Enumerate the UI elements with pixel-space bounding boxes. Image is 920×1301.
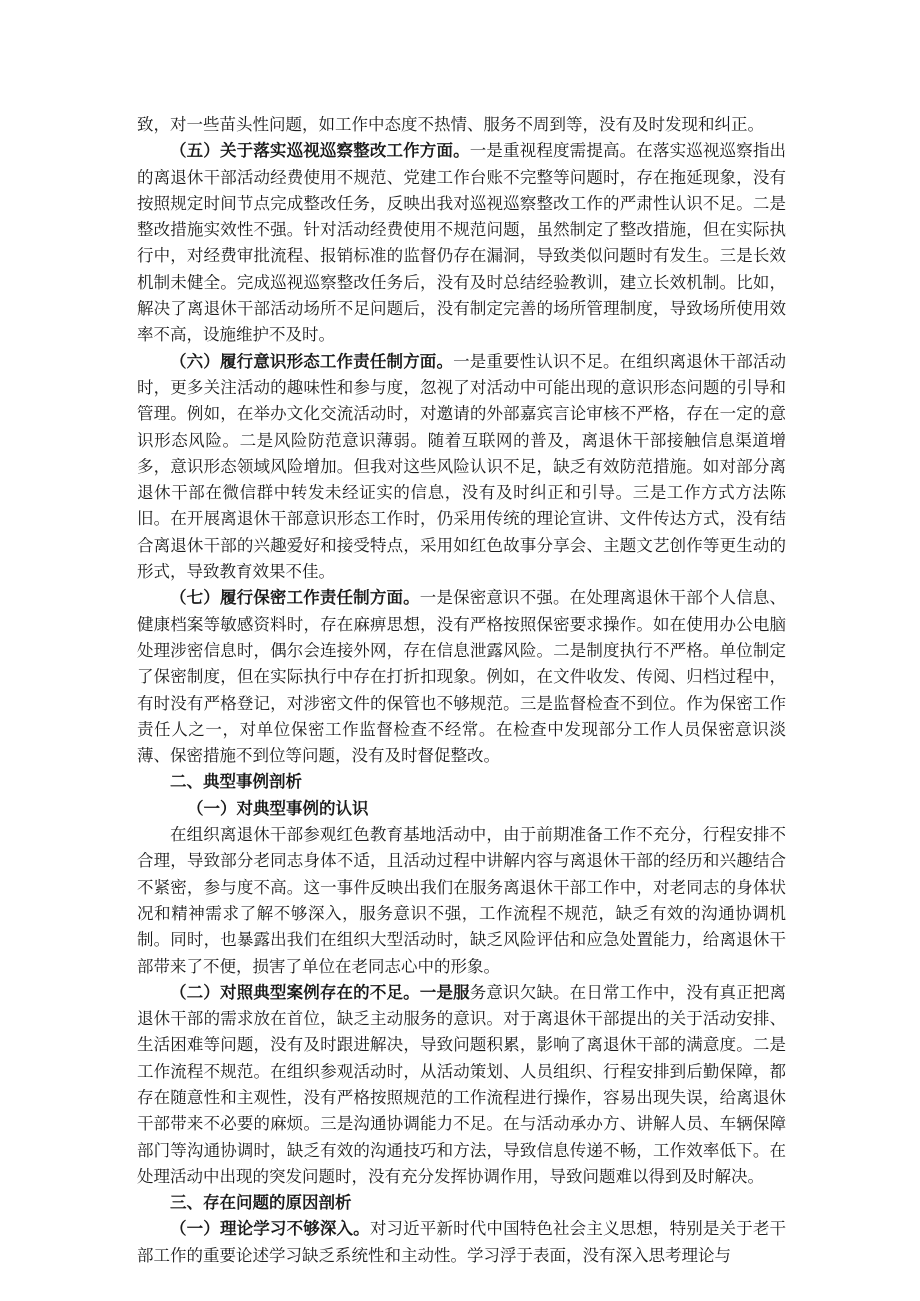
theory-study-heading: （一）理论学习不够深入。 <box>170 1219 370 1239</box>
theory-study-paragraph <box>137 1216 786 1269</box>
typical-case-text: 在组织离退休干部参观红色教育基地活动中，由于前期准备工作不充分，行程安排不合理，导致部分老同志身体不适，且活动过程中讲解内容与离退休干部的经历和兴趣结合不紧密，参与度不高。这一事件反映出我们在服务离退休干部工作中，对老同志的身体状况和精神需求了解不够深入，服务意识不强，工作流程不规范，缺乏有效的沟通协调机制。同时，也暴露出我们在组织大型活动时，缺乏风险评估和应急处置能力，给离退休干部带来了不便，损害了单位在老同志心中的形象。 <box>137 825 786 976</box>
theory-study-text: 对习近平新时代中国特色社会主义思想，特别是关于老干部工作的重要论述学习缺乏系统性和主动性。学习浮于表面，没有深入思考理论与 <box>137 1219 787 1265</box>
heading-typical-case-analysis: 二、典型事例剖析 <box>170 772 302 792</box>
paragraph-continuation <box>137 112 786 138</box>
section-seven-paragraph <box>137 585 786 769</box>
section-five-heading: （五）关于落实巡视巡察整改工作方面。 <box>170 141 470 161</box>
section-seven-heading: （七）履行保密工作责任制方面。 <box>170 588 420 608</box>
shortcomings-paragraph <box>137 980 786 1190</box>
section-six-paragraph <box>137 349 786 586</box>
subheading-understanding-typical-case: （一）对典型事例的认识 <box>187 798 369 818</box>
heading-root-cause-analysis: 三、存在问题的原因剖析 <box>170 1193 352 1213</box>
paragraph-text: 致，对一些苗头性问题，如工作中态度不热情、服务不周到等，没有及时发现和纠正。 <box>137 115 764 134</box>
shortcomings-heading: （二）对照典型案例存在的不足。一是服 <box>170 982 470 1002</box>
section-five-text: 一是重视程度需提高。在落实巡视巡察指出的离退休干部活动经费使用不规范、党建工作台账不完整等问题时，存在拖延现象，没有按照规定时间节点完成整改任务，反映出我对巡视巡察整改工作的严肃性认识不足。二是整改措施实效性不强。针对活动经费使用不规范问题，虽然制定了整改措施，但在实际执行中，对经费审批流程、报销标准的监督仍存在漏洞，导致类似问题时有发生。三是长效机制未健全。完成巡视巡察整改任务后，没有及时总结经验教训，建立长效机制。比如，解决了离退休干部活动场所不足问题后，没有制定完善的场所管理制度，导致场所使用效率不高，设施维护不及时。 <box>137 141 787 345</box>
document-body <box>137 112 786 1269</box>
typical-case-paragraph <box>137 822 786 980</box>
shortcomings-text: 务意识欠缺。在日常工作中，没有真正把离退休干部的需求放在首位，缺乏主动服务的意识。对于离退休干部提出的关于活动安排、生活困难等问题，没有及时跟进解决，导致问题积累，影响了离退休干部的满意度。二是工作流程不规范。在组织参观活动时，从活动策划、人员组织、行程安排到后勤保障，都存在随意性和主观性，没有严格按照规范的工作流程进行操作，容易出现失误，给离退休干部带来不必要的麻烦。三是沟通协调能力不足。在与活动承办方、讲解人员、车辆保障部门等沟通协调时，缺乏有效的沟通技巧和方法，导致信息传递不畅，工作效率低下。在处理活动中出现的突发问题时，没有充分发挥协调作用，导致问题难以得到及时解决。 <box>137 982 787 1186</box>
section-six-heading: （六）履行意识形态工作责任制方面。 <box>170 351 454 371</box>
section-six-text: 一是重要性认识不足。在组织离退休干部活动时，更多关注活动的趣味性和参与度，忽视了对活动中可能出现的意识形态问题的引导和管理。例如，在举办文化交流活动时，对邀请的外部嘉宾言论审核不严格，存在一定的意识形态风险。二是风险防范意识薄弱。随着互联网的普及，离退休干部接触信息渠道增多，意识形态领域风险增加。但我对这些风险认识不足，缺乏有效防范措施。如对部分离退休干部在微信群中转发未经证实的信息，没有及时纠正和引导。三是工作方式方法陈旧。在开展离退休干部意识形态工作时，仍采用传统的理论宣讲、文件传达方式，没有结合离退休干部的兴趣爱好和接受特点，采用如红色故事分享会、主题文艺创作等更生动的形式，导致教育效果不佳。 <box>137 351 787 582</box>
section-five-paragraph <box>137 138 786 348</box>
section-seven-text: 一是保密意识不强。在处理离退休干部个人信息、健康档案等敏感资料时，存在麻痹思想，没有严格按照保密要求操作。如在使用办公电脑处理涉密信息时，偶尔会连接外网，存在信息泄露风险。二是制度执行不严格。单位制定了保密制度，但在实际执行中存在打折扣现象。例如，在文件收发、传阅、归档过程中，有时没有严格登记，对涉密文件的保管也不够规范。三是监督检查不到位。作为保密工作责任人之一，对单位保密工作监督检查不经常。在检查中发现部分工作人员保密意识淡薄、保密措施不到位等问题，没有及时督促整改。 <box>137 588 787 766</box>
